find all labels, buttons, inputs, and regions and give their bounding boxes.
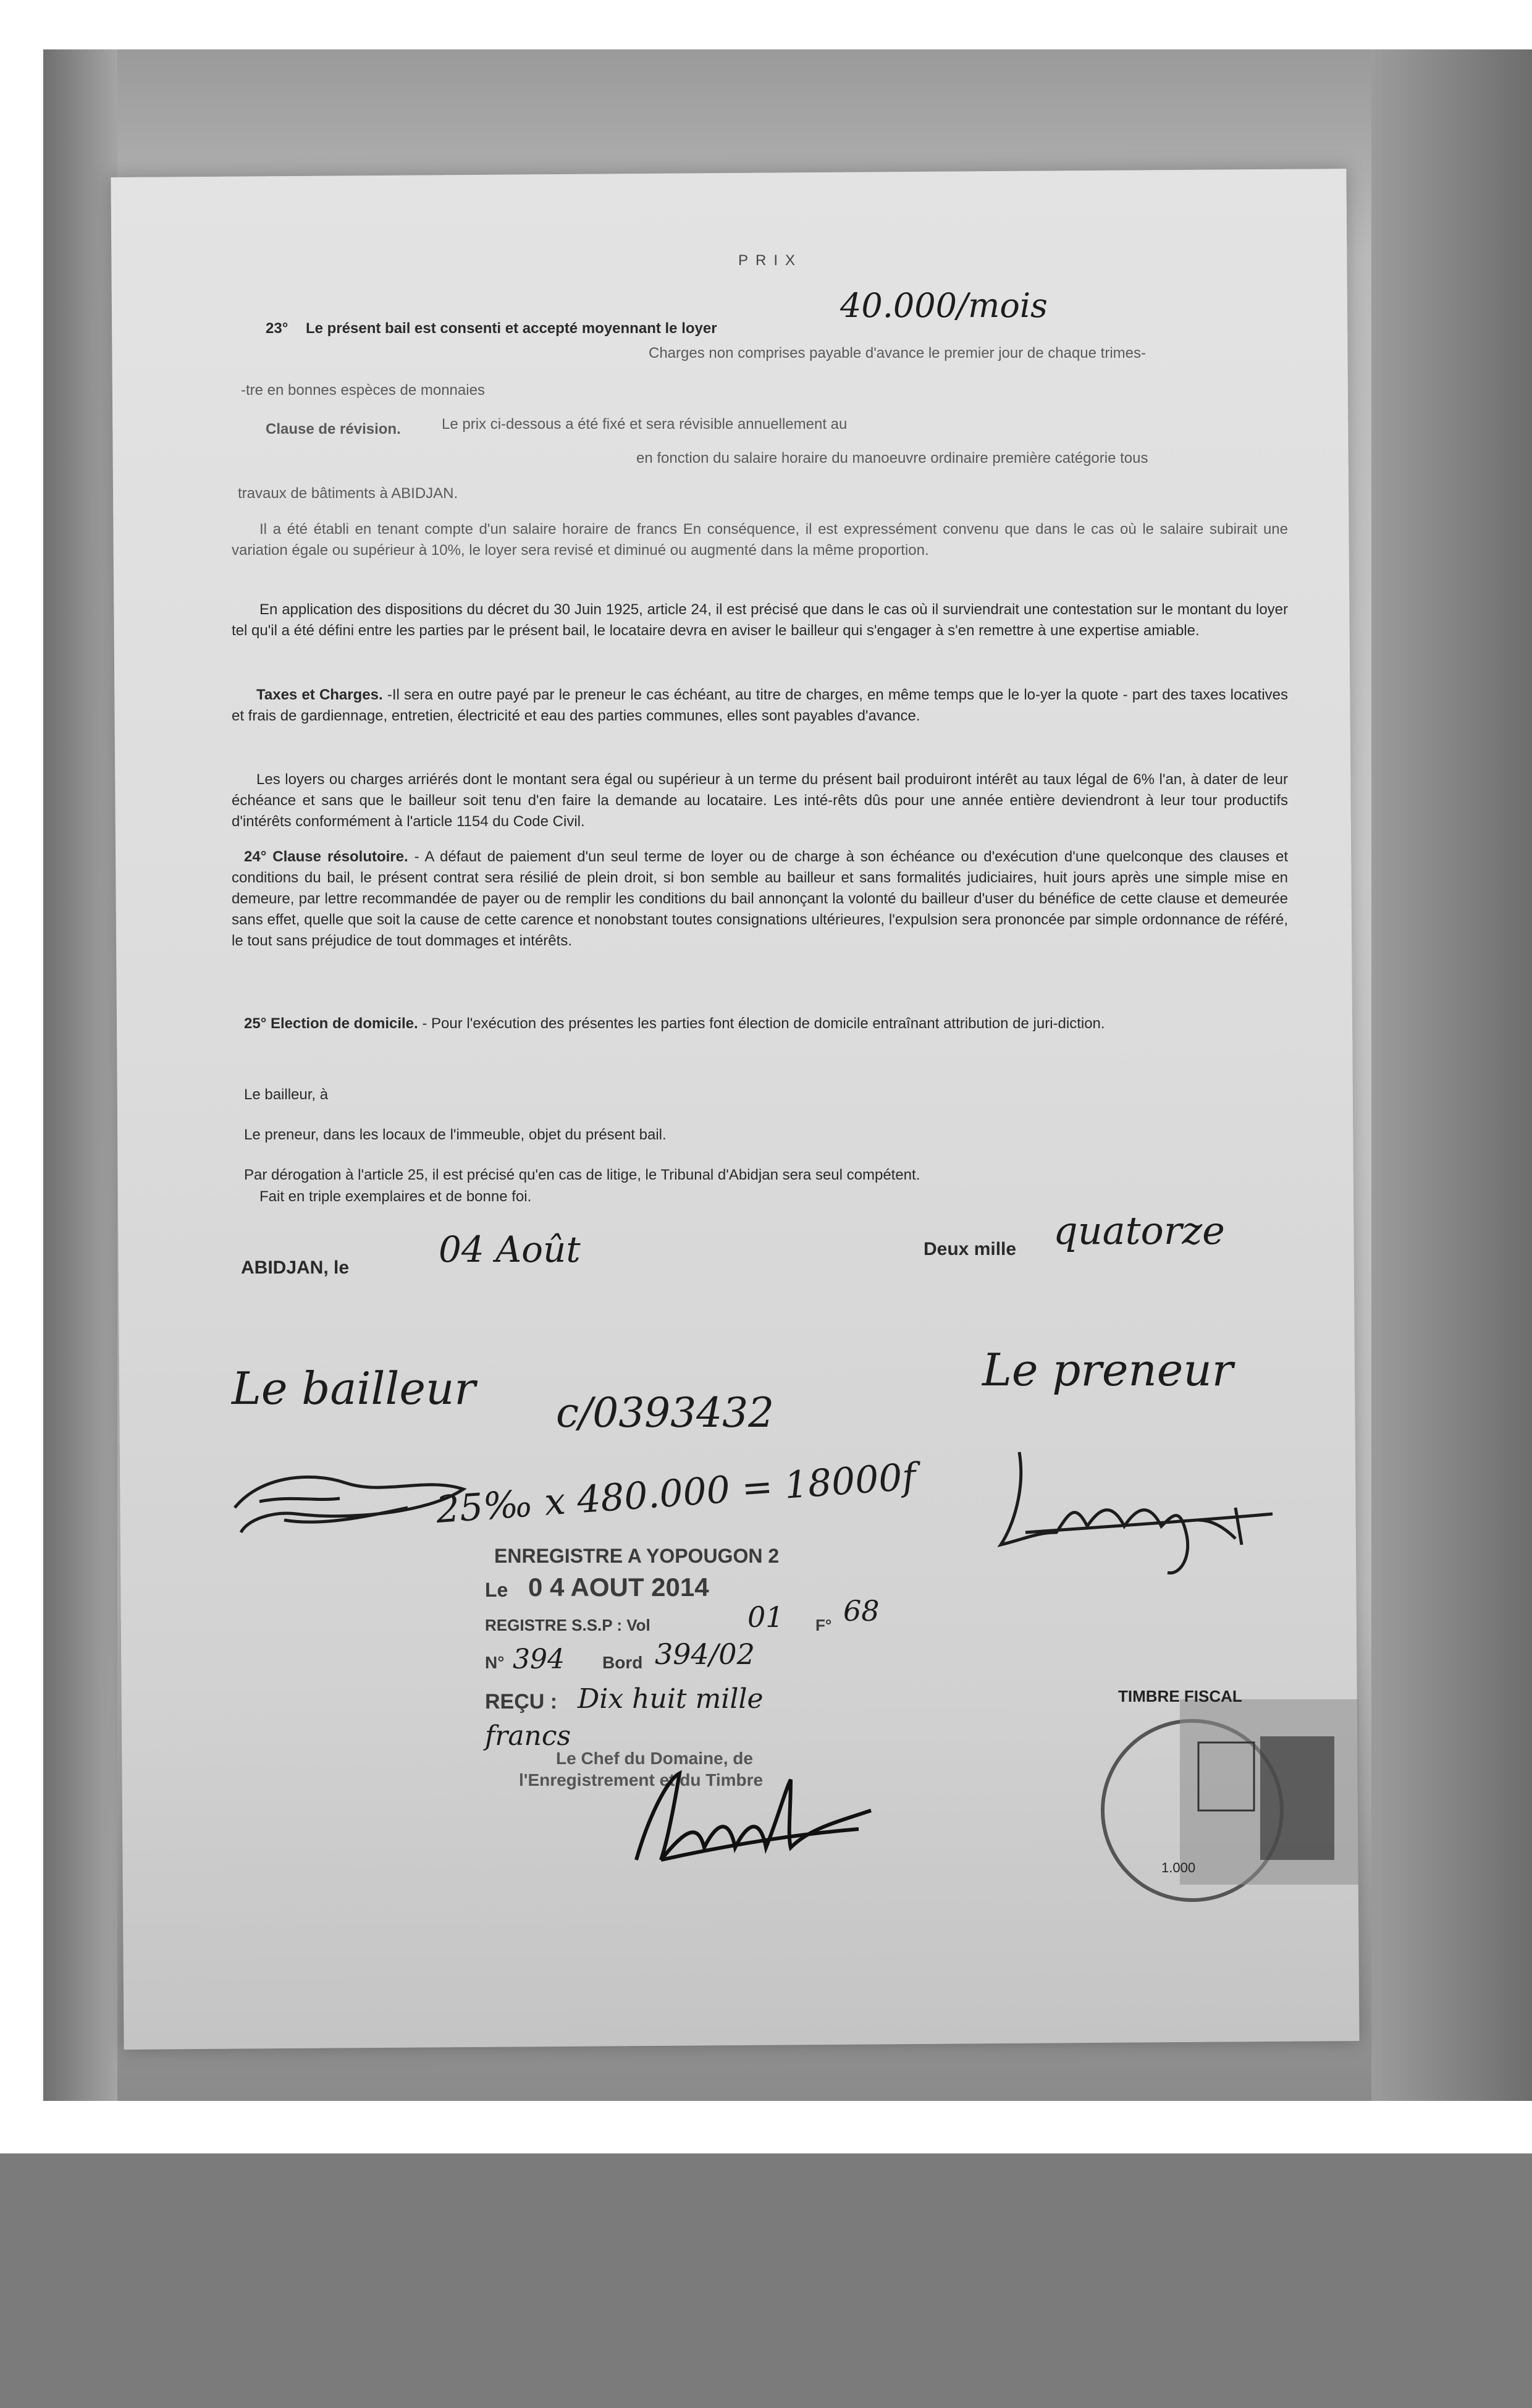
clause-23-number: 23° — [266, 320, 288, 337]
stamp-chef-line-1: Le Chef du Domaine, de — [556, 1749, 753, 1768]
clause-23-continuation: -tre en bonnes espèces de monnaies — [241, 382, 485, 399]
clause-24 — [232, 847, 1288, 952]
paragraph-taxes — [232, 685, 1288, 727]
clause-24-text: - A défaut de paiement d'un seul terme de loyer ou de charge à son échéance ou d'exécution d'une quelconque des clauses et conditions du bail, le présent contrat sera résilié de plein droit, si bon semble au bailleur et sans formalités judiciaires, huit jours après une simple mise en demeure, par lettre recommandée de payer ou de remplir les conditions du bail annonçant la volonté du bailleur d'user du bénéfice de cette clause et demeurée sans effet, quelle que soit la cause de cette carence et nonobstant toutes consignations ultérieures, l'expulsion sera prononcée par simple ordonnance de référé, le tout sans préjudice de tout dommages et intérêts. — [232, 848, 1289, 949]
handwritten-le-preneur: Le preneur — [982, 1344, 1234, 1396]
scan-bottom-band — [0, 2153, 1532, 2408]
tax-stamp-label: TIMBRE FISCAL — [1118, 1687, 1242, 1705]
tax-stamp-amount: 1.000 — [1161, 1860, 1196, 1875]
stamp-folio-label: F° — [815, 1616, 832, 1634]
revision-label: Clause de révision. — [266, 421, 401, 437]
preneur-line: Le preneur, dans les locaux de l'immeuble, objet du présent bail. — [244, 1126, 667, 1143]
clause-25-text: - Pour l'exécution des présentes les parties font élection de domicile entraînant attribution de juri-diction. — [422, 1015, 1105, 1032]
handwritten-bordereau: 394/02 — [655, 1637, 755, 1671]
bailleur-line: Le bailleur, à — [244, 1086, 329, 1103]
handwritten-folio: 68 — [843, 1594, 880, 1628]
tax-stamp — [1100, 1675, 1365, 1903]
stamp-recu-label: REÇU : — [485, 1690, 558, 1713]
tax-stamp-seal — [1100, 1675, 1365, 1903]
handwritten-year: quatorze — [1053, 1208, 1225, 1253]
clause-23-text: Le présent bail est consenti et accepté moyennant le loyer — [306, 320, 717, 337]
stamp-registre: REGISTRE S.S.P : Vol — [485, 1616, 650, 1634]
taxes-label: Taxes et Charges. — [256, 686, 383, 703]
paragraph-decree: En application des dispositions du décret du 30 Juin 1925, article 24, il est précisé que dans le cas où il surviendrait une contestation sur le montant du loyer tel qu'il a été défini entre les parties par le présent bail, le locataire devra en aviser le bailleur qui s'engager à s'en remettre à une expertise amiable. — [232, 601, 1288, 639]
clause-25 — [232, 1013, 1288, 1034]
handwritten-recu-amount: Dix huit mille francs — [485, 1683, 764, 1752]
official-signature — [624, 1755, 883, 1872]
paragraph-arrears: Les loyers ou charges arriérés dont le montant sera égal ou supérieur à un terme du présent bail produiront intérêt au taux légal de 6% l'an, à dater de leur échéance et sans que le bailleur soit tenu d'en faire la demande au locataire. Les inté-rêts dûs pour une année entière deviendront à leur tour productifs d'intérêts conformément à l'article 1154 du Code Civil. — [232, 771, 1288, 830]
stamp-date: 0 4 AOUT 2014 — [528, 1573, 709, 1602]
paragraph-salary: Il a été établi en tenant compte d'un salaire horaire de francs En conséquence, il est expressément convenu que dans le cas où le salaire subirait une variation égale ou supérieur à 10%, le loyer sera revisé et diminué ou augmenté dans la même proportion. — [232, 521, 1288, 559]
handwritten-loyer: 40.000/mois — [840, 286, 1048, 325]
registration-stamp — [469, 1532, 964, 1792]
handwritten-le-bailleur: Le bailleur — [232, 1362, 476, 1414]
taxes-text: -Il sera en outre payé par le preneur le cas échéant, au titre de charges, en même temps que le lo-yer la quote - part des taxes locatives et frais de gardiennage, entretien, électricité et eau des parties communes, elles sont payables d'avance. — [232, 686, 1289, 724]
clause-24-label: 24° Clause résolutoire. — [244, 848, 408, 865]
stamp-registered-at: ENREGISTRE A YOPOUGON 2 — [494, 1545, 780, 1567]
page-title: PRIX — [738, 252, 803, 269]
deux-mille-label: Deux mille — [924, 1239, 1017, 1259]
derogation-line: Par dérogation à l'article 25, il est précisé qu'en cas de litige, le Tribunal d'Abidjan sera seul compétent. — [244, 1167, 920, 1183]
handwritten-date: 04 Août — [439, 1228, 581, 1270]
clause-23-charges: Charges non comprises payable d'avance le premier jour de chaque trimes- — [649, 345, 1146, 361]
revision-text-2: en fonction du salaire horaire du manoeuvre ordinaire première catégorie tous — [636, 450, 1148, 467]
stamp-le-label: Le — [485, 1579, 508, 1601]
stamp-number-label: N° — [485, 1653, 505, 1672]
stamp-chef-line-2: l'Enregistrement et du Timbre — [519, 1770, 764, 1789]
revision-text: Le prix ci-dessous a été fixé et sera révisible annuellement au — [442, 416, 848, 433]
handwritten-number: 394 — [513, 1644, 565, 1675]
preneur-signature — [988, 1440, 1285, 1582]
fait-line: Fait en triple exemplaires et de bonne foi. — [259, 1188, 532, 1205]
revision-text-3: travaux de bâtiments à ABIDJAN. — [238, 485, 458, 502]
handwritten-calculation: 25‰ x 480.000 = 18000f — [434, 1455, 917, 1532]
stamp-bord-label: Bord — [602, 1653, 643, 1672]
clause-25-label: 25° Election de domicile. — [244, 1015, 418, 1032]
place-date-label: ABIDJAN, le — [241, 1257, 350, 1278]
handwritten-volume: 01 — [747, 1600, 784, 1634]
handwritten-reference: c/0393432 — [556, 1389, 775, 1437]
